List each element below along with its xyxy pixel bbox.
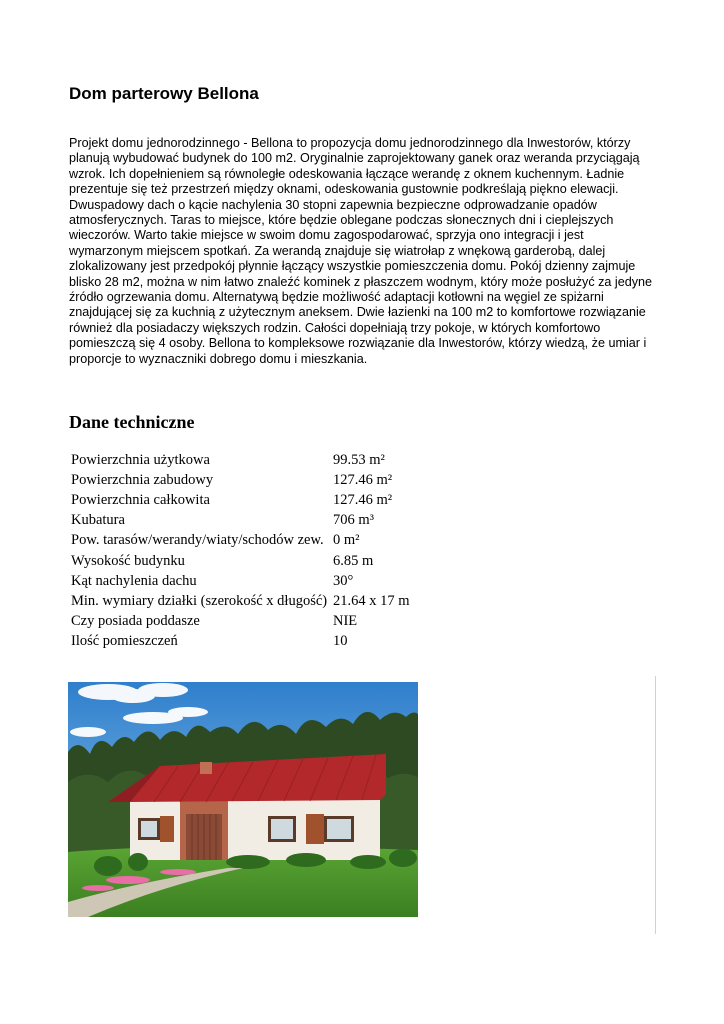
window-left-glass bbox=[141, 821, 157, 837]
table-row bbox=[69, 450, 412, 470]
technical-data-table bbox=[69, 450, 412, 652]
table-row bbox=[69, 591, 412, 611]
row-label: Powierzchnia użytkowa bbox=[71, 451, 210, 468]
house-illustration bbox=[68, 682, 418, 917]
wood-panel bbox=[306, 814, 324, 844]
row-label: Ilość pomieszczeń bbox=[71, 633, 178, 650]
table-row bbox=[69, 531, 412, 551]
table-row bbox=[69, 612, 412, 632]
row-value: 706 m³ bbox=[333, 512, 375, 529]
row-label: Powierzchnia całkowita bbox=[71, 491, 210, 508]
row-value: 127.46 m² bbox=[333, 491, 393, 508]
shutter-left bbox=[160, 816, 174, 842]
row-label: Min. wymiary działki (szerokość x długość) bbox=[71, 592, 328, 609]
chimney bbox=[200, 762, 212, 774]
row-value: 10 bbox=[333, 633, 348, 650]
row-label: Kąt nachylenia dachu bbox=[71, 572, 197, 589]
technical-data-heading: Dane techniczne bbox=[69, 412, 195, 432]
row-label: Pow. tarasów/werandy/wiaty/schodów zew. bbox=[71, 532, 324, 549]
table-row bbox=[69, 511, 412, 531]
row-label: Czy posiada poddasze bbox=[71, 613, 200, 630]
row-value: 21.64 x 17 m bbox=[333, 592, 410, 609]
row-label: Wysokość budynku bbox=[71, 552, 185, 569]
table-row bbox=[69, 551, 412, 571]
row-label: Powierzchnia zabudowy bbox=[71, 471, 214, 488]
table-row bbox=[69, 571, 412, 591]
row-value: 30° bbox=[333, 572, 354, 589]
row-value: 127.46 m² bbox=[333, 471, 393, 488]
page-title: Dom parterowy Bellona bbox=[69, 84, 259, 103]
description-paragraph: Projekt domu jednorodzinnego - Bellona to propozycja domu jednorodzinnego dla Inwestorów, którzy planują wybudować budynek do 100 m2. Oryginalnie zaprojektowany ganek oraz weranda przyciągają wzrok. Ich dopełnieniem są równoległe odeskowania łączące werandę z oknem kuchennym. Ładnie prezentuje się też przestrzeń między oknami, odeskowania gustownie podkreślają piękno elewacji. Dwuspadowy dach o kącie nachylenia 30 stopni zapewnia bezpieczne odprowadzanie opadów atmosferycznych. Taras to miejsce, które będzie oblegane podczas słonecznych dni i cieplejszych wieczorów. Warto takie miejsce w swoim domu zagospodarować, sprzyja ono integracji i jest wymarzonym miejscem spotkań. Za werandą znajduje się wiatrołap z wnękową garderobą, dalej zlokalizowany jest przedpokój płynnie łączący wszystkie pomieszczenia domu. Pokój dzienny zajmuje blisko 28 m2, można w nim łatwo znaleźć kominek z płaszczem wodnym, który może posłużyć za jedyne źródło ogrzewania domu. Alternatywą będzie możliwość adaptacji kotłowni na węgiel ze spiżarni znajdującej się za kuchnią z użytecznym aneksem. Dwie łazienki na 100 m2 to komfortowe rozwiązanie również dla posiadaczy większych rodzin. Całości dopełniają trzy pokoje, w których komfortowo pomieszczą się 4 osoby. Bellona to kompleksowe rozwiązanie dla Inwestorów, którzy wiedzą, że umiar i proporcje to wyznaczniki dobrego domu i mieszkania. bbox=[69, 136, 653, 366]
window-mid-glass bbox=[271, 819, 293, 839]
row-value: 99.53 m² bbox=[333, 451, 385, 468]
table-row bbox=[69, 632, 412, 652]
page-margin-line bbox=[655, 676, 656, 934]
row-value: 0 m² bbox=[333, 532, 360, 549]
row-value: NIE bbox=[333, 613, 358, 630]
window-right-glass bbox=[327, 819, 351, 839]
row-label: Kubatura bbox=[71, 512, 125, 529]
row-value: 6.85 m bbox=[333, 552, 374, 569]
table-row bbox=[69, 470, 412, 490]
table-row bbox=[69, 490, 412, 510]
house-photo bbox=[68, 682, 418, 917]
